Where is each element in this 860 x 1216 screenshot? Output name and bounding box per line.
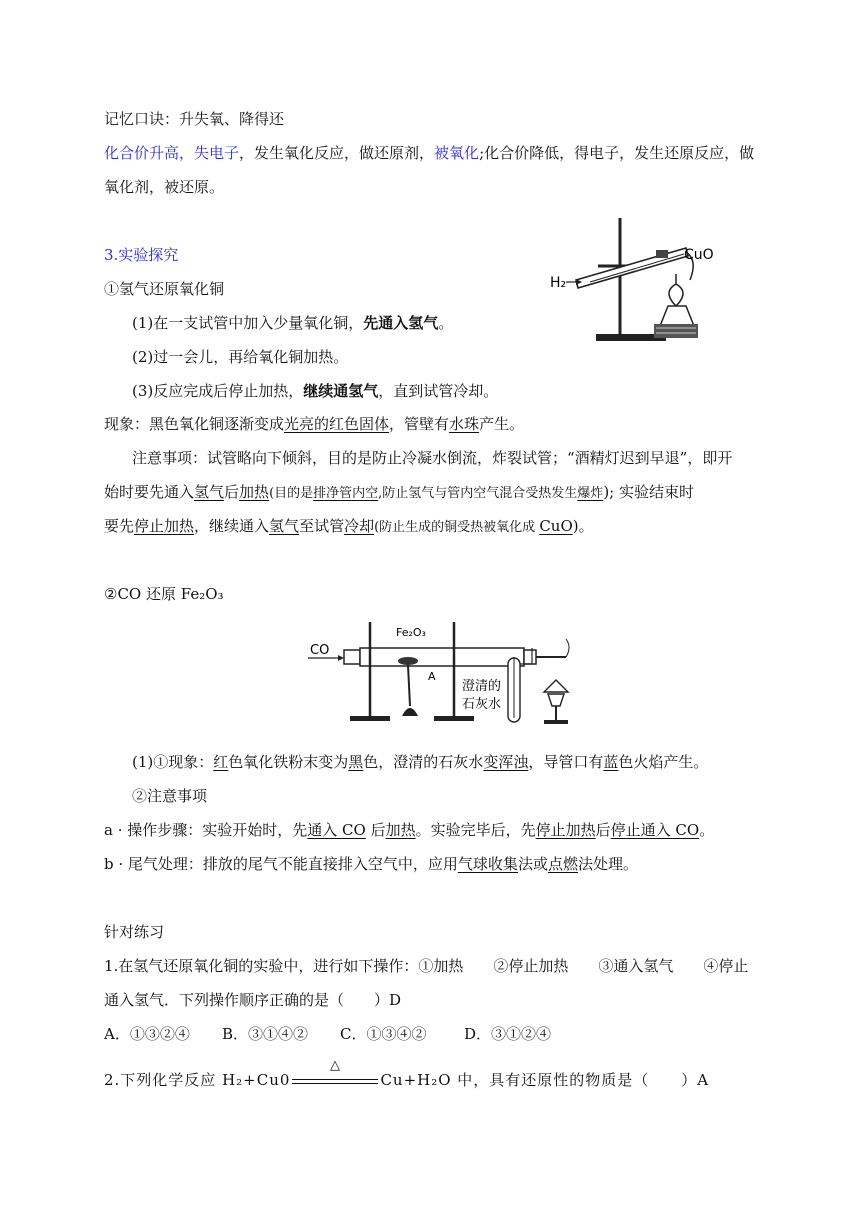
note2-answer-h: 爆炸 — [577, 486, 604, 501]
obs-answer-d: 黑 — [348, 753, 364, 771]
note3-text-a: 要先 — [104, 517, 135, 535]
fe2o3-label: Fe₂O₃ — [396, 626, 426, 639]
note-line-1: 注意事项：试管略向下倾斜，目的是防止冷凝水倒流，炸裂试管；“酒精灯迟到早退”，即开 — [132, 449, 733, 467]
note3-text-i: )。 — [572, 517, 594, 535]
memo-highlight-1: 化合价升高， — [104, 144, 195, 162]
reaction-arrow — [292, 1058, 378, 1089]
note-a-answer-h: 停止通入 CO — [610, 821, 700, 839]
obs-answer-f: 变浑浊 — [483, 753, 529, 771]
note3-answer-b: 停止加热 — [134, 517, 195, 535]
note3-text-g: (防止生成的铜受热被氧化成 — [374, 520, 540, 535]
step-3-end: ，直到试管冷却。 — [378, 382, 499, 400]
limewater-label-1: 澄清的 — [462, 679, 502, 694]
co-fe2o3-apparatus-figure — [304, 618, 580, 730]
note-b-answer-b: 气球收集 — [457, 855, 518, 873]
question-1-line-1: 1.在氢气还原氧化铜的实验中，进行如下操作：①加热 ②停止加热 ③通入氢气 ④停止 — [104, 957, 749, 975]
step-1-end: 。 — [438, 314, 454, 332]
note2-answer-d: 加热 — [239, 483, 270, 501]
note2-text-g: ,防止氢气与管内空气混合受热发生 — [378, 486, 578, 501]
cuo-label: CuO — [684, 247, 714, 263]
note-a-answer-b: 通入 CO — [307, 821, 366, 839]
phen-text-1: 现象：黑色氧化铜逐渐变成 — [104, 415, 285, 433]
obs-answer-b: 红 — [213, 753, 229, 771]
memo-highlight-2: 失电子 — [194, 144, 240, 162]
memo-title: 记忆口诀：升失氧、降得还 — [104, 110, 285, 128]
note3-answer-f: 冷却 — [344, 517, 375, 535]
obs-answer-h: 蓝 — [603, 753, 619, 771]
step-1 — [132, 312, 453, 334]
co-observation — [132, 751, 708, 773]
note-a-text-c: 后 — [365, 821, 386, 839]
note2-text-c: 后 — [224, 483, 240, 501]
h2-cuo-apparatus-figure — [538, 214, 724, 350]
note-a-answer-d: 加热 — [385, 821, 416, 839]
memo-highlight-3: 被氧化 — [434, 144, 480, 162]
memo-text-2: ;化合价降低，得电子，发生还原反应，做 — [479, 144, 755, 162]
h2-label: H₂ — [550, 275, 567, 291]
note2-text-e: (目的是 — [269, 486, 314, 501]
step-2: (2)过一会儿，再给氧化铜加热。 — [132, 348, 349, 366]
note-a-text-i: 。 — [699, 821, 715, 839]
obs-text-g: ，导管口有 — [528, 753, 604, 771]
co-notes-heading: ②注意事项 — [132, 787, 208, 805]
note-b-answer-d: 点燃 — [547, 855, 578, 873]
step-1-text: (1)在一支试管中加入少量氧化铜， — [132, 314, 364, 332]
obs-text-i: 色火焰产生。 — [618, 753, 709, 771]
question-1-options — [104, 1023, 551, 1045]
practice-heading: 针对练习 — [104, 923, 165, 941]
note-a-text-e: 。实验完毕后，先 — [415, 821, 536, 839]
note3-answer-h: CuO — [539, 517, 573, 535]
co-note-b — [104, 853, 638, 875]
note-a-text-g: 后 — [595, 821, 611, 839]
step-1-bold: 先通入氢气 — [363, 314, 439, 332]
co-note-a — [104, 819, 714, 841]
step-3-text: (3)反应完成后停止加热， — [132, 382, 304, 400]
obs-text-a: (1)①现象： — [132, 753, 214, 771]
section-heading: 3.实验探究 — [104, 246, 179, 264]
point-a-label: A — [428, 670, 436, 683]
step-3 — [132, 380, 498, 402]
memo-line-1 — [104, 142, 754, 164]
note-b-text-a: b · 尾气处理：排放的尾气不能直接排入空气中，应用 — [104, 855, 458, 873]
note3-text-e: 至试管 — [299, 517, 345, 535]
subheading-h2-cuo: ①氢气还原氧化铜 — [104, 280, 225, 298]
subheading-co-fe2o3: ②CO 还原 Fe₂O₃ — [104, 585, 224, 603]
note-a-answer-f: 停止加热 — [535, 821, 596, 839]
note-a-text-a: a · 操作步骤：实验开始时，先 — [104, 821, 308, 839]
question-2 — [104, 1058, 710, 1091]
phen-text-3: 产生。 — [479, 415, 525, 433]
co-label: CO — [310, 643, 330, 658]
note2-answer-f: 排净管内空 — [313, 486, 379, 501]
phenomenon — [104, 413, 524, 435]
note-b-text-c: 法或 — [517, 855, 548, 873]
limewater-label-2: 石灰水 — [462, 697, 502, 712]
note3-answer-d: 氢气 — [269, 517, 300, 535]
phen-answer-1: 光亮的红色固体 — [284, 415, 390, 433]
phen-text-2: ，管壁有 — [389, 415, 450, 433]
option-a: A．①③②④ — [104, 1025, 190, 1043]
note-b-text-e: 法处理。 — [577, 855, 638, 873]
step-3-bold: 继续通氢气 — [303, 382, 379, 400]
option-c: C．①③④② — [340, 1025, 427, 1043]
option-b: B．③①④② — [222, 1025, 309, 1043]
question-1-line-2: 通入氢气．下列操作顺序正确的是（ ）D — [104, 991, 402, 1009]
note3-text-c: ，继续通入 — [194, 517, 270, 535]
option-d: D．③①②④ — [464, 1025, 552, 1043]
q2-text-a: 2.下列化学反应 H₂+Cu0 — [104, 1071, 291, 1089]
memo-text-1: ，发生氧化反应，做还原剂， — [239, 144, 435, 162]
note-line-3 — [104, 515, 594, 539]
heat-triangle-symbol: △ — [329, 1058, 341, 1073]
phen-answer-2: 水珠 — [449, 415, 480, 433]
note2-text-a: 始时要先通入 — [104, 483, 195, 501]
note2-text-i: ); 实验结束时 — [603, 483, 694, 501]
note2-answer-b: 氢气 — [194, 483, 225, 501]
obs-text-c: 色氧化铁粉末变为 — [228, 753, 349, 771]
memo-line-2: 氧化剂，被还原。 — [104, 178, 225, 196]
note-line-2 — [104, 481, 694, 505]
obs-text-e: 色，澄清的石灰水 — [363, 753, 484, 771]
q2-text-b: Cu+H₂O 中，具有还原性的物质是（ ）A — [380, 1071, 710, 1089]
